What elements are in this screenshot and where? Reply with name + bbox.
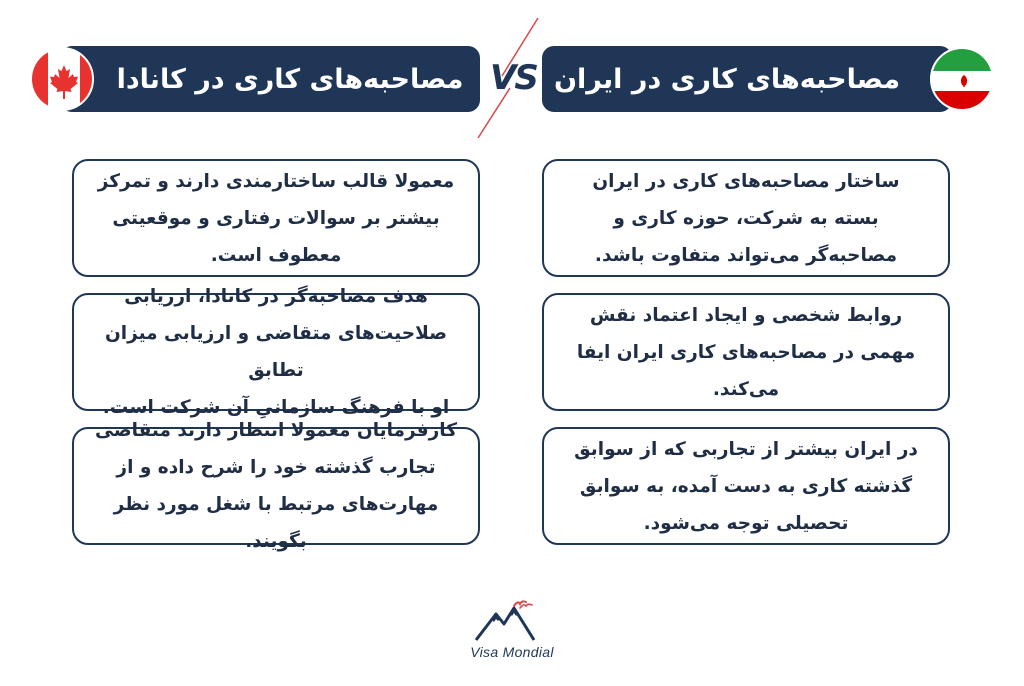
canada-card-expectations (72, 420, 480, 552)
iran-card-text: در ایران بیشتر از تجاربی که از سوابق گذشته کاری به دست آمده، به سوابق تحصیلی توجه می‌شود. (574, 438, 918, 534)
iran-flag-icon (930, 47, 994, 111)
canada-card-text: کارفرمایان معمولا انتظار دارند متقاضی تجارب گذشته خود را شرح داده و از مهارت‌های مرتبط با شغل مورد نظر بگویند. (95, 420, 457, 552)
brand-name: Visa Mondial (470, 644, 554, 660)
vs-divider (472, 18, 552, 138)
iran-card-experience (542, 427, 950, 545)
iran-card-text: ساختار مصاحبه‌های کاری در ایران بسته به شرکت، حوزه کاری و مصاحبه‌گر می‌تواند متفاوت باشد. (592, 170, 900, 266)
mountain-logo-icon (462, 598, 562, 644)
canada-flag-icon (30, 47, 94, 111)
canada-header-title: مصاحبه‌های کاری در کانادا (116, 63, 464, 95)
iran-header-title: مصاحبه‌های کاری در ایران (553, 63, 901, 95)
canada-card-text: هدف مصاحبه‌گر در کانادا، ارزیابی صلاحیت‌های متقاضی و ارزیابی میزان تطابق او با فرهنگ سازمانیِ آن شرکت است. (102, 286, 450, 418)
iran-card-structure (542, 159, 950, 277)
canada-header (60, 46, 480, 112)
vs-label: VS (490, 58, 537, 98)
visa-mondial-logo (462, 598, 562, 668)
iran-header (542, 46, 952, 112)
iran-card-text: روابط شخصی و ایجاد اعتماد نقش مهمی در مصاحبه‌های کاری ایران ایفا می‌کند. (576, 304, 916, 400)
iran-card-relationships (542, 293, 950, 411)
canada-card-structure (72, 159, 480, 277)
canada-card-text: معمولا قالب ساختارمندی دارند و تمرکز بیشتر بر سوالات رفتاری و موقعیتی معطوف است. (97, 170, 455, 266)
canada-card-goal (72, 286, 480, 418)
